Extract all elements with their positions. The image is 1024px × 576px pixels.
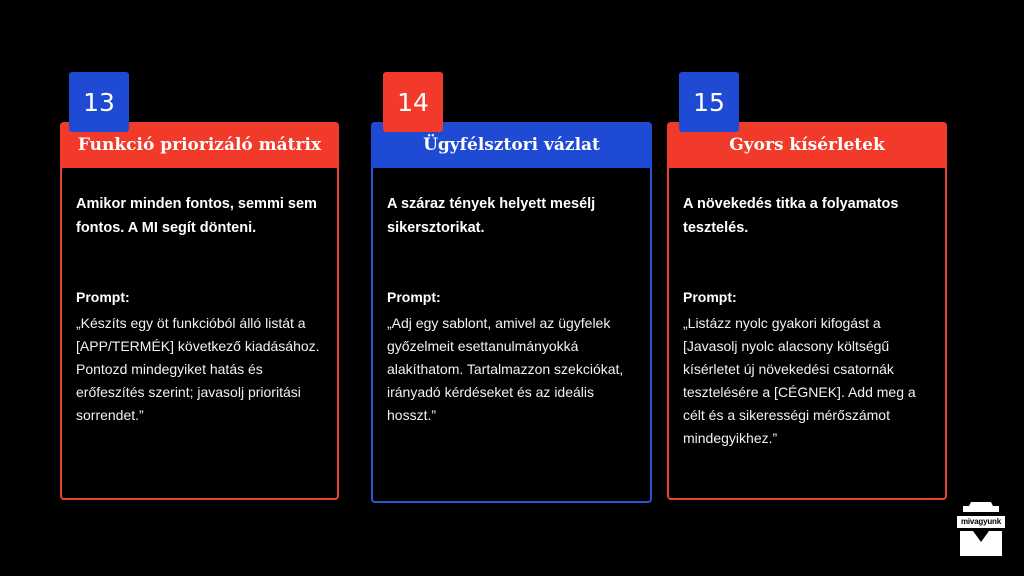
card-lead-text: A növekedés titka a folyamatos tesztelés. [683, 196, 899, 236]
prompt-text: „Listázz nyolc gyakori kifogást a [Javasolj nyolc alacsony költségű kísérletet új növekedési csatornák tesztelésére a [CÉGNEK]. Add meg a célt és a sikerességi mérőszámot mindegyikhez.” [683, 315, 916, 446]
card-number-badge: 14 [383, 72, 443, 132]
prompt-label: Prompt: [683, 289, 737, 305]
card-lead-text: Amikor minden fontos, semmi sem fontos. A MI segít dönteni. [76, 196, 317, 236]
prompt-label: Prompt: [76, 289, 130, 305]
card-number-badge: 13 [69, 72, 129, 132]
card-15 [667, 87, 947, 500]
card-title: Gyors kísérletek [667, 122, 947, 168]
logo-shape-icon [957, 498, 1005, 560]
card-title: Ügyfélsztori vázlat [371, 122, 652, 168]
brand-logo [957, 498, 1005, 560]
card-title: Funkció priorizáló mátrix [60, 122, 339, 168]
card-14 [371, 87, 652, 503]
card-number-badge: 15 [679, 72, 739, 132]
prompt-label: Prompt: [387, 289, 441, 305]
logo-text: mivagyunk [957, 516, 1005, 528]
prompt-text: „Készíts egy öt funkcióból álló listát a [APP/TERMÉK] következő kiadásához. Pontozd mindegyiket hatás és erőfeszítés szerint; javasolj prioritási sorrendet.” [76, 315, 320, 423]
prompt-text: „Adj egy sablont, amivel az ügyfelek győzelmeit esettanulmányokká alakíthatom. Tartalmazzon szekciókat, irányadó kérdéseket és az ideális hosszt.” [387, 315, 624, 423]
card-lead-text: A száraz tények helyett mesélj sikersztorikat. [387, 196, 596, 236]
card-13 [60, 87, 339, 500]
